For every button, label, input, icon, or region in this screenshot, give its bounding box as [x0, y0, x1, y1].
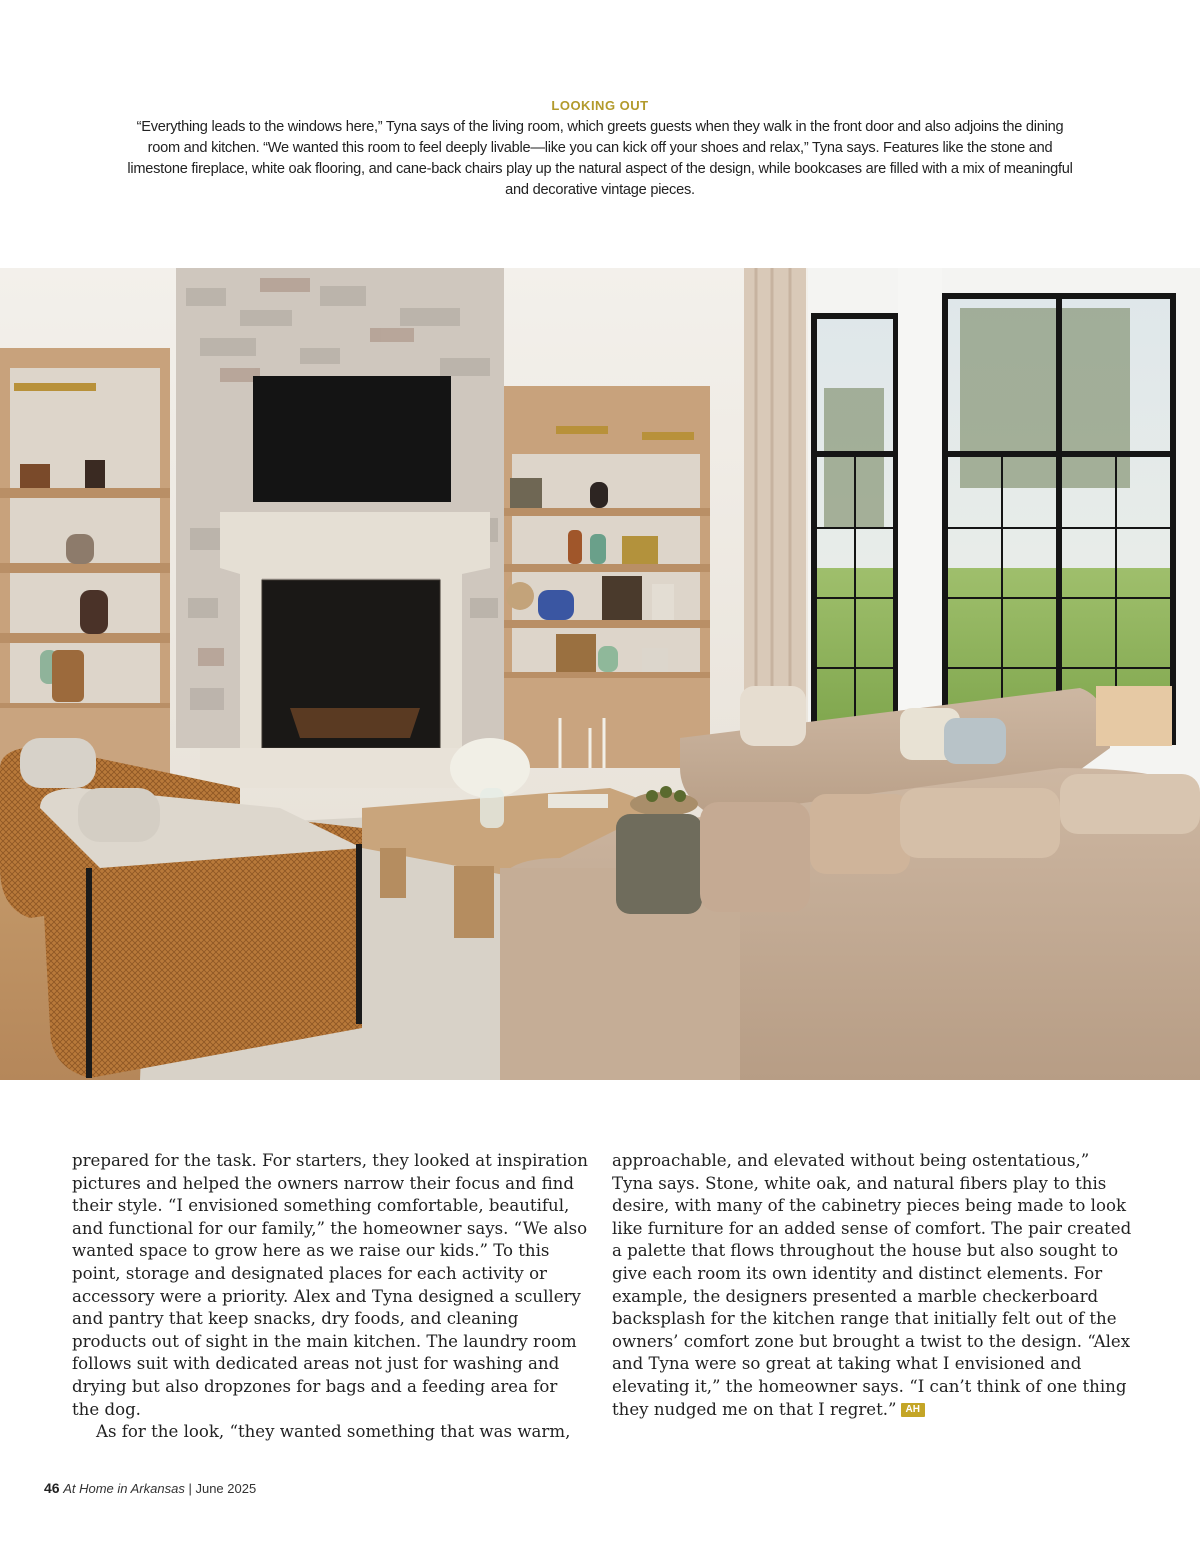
body-paragraph: [612, 1150, 1132, 1421]
page-number: 46: [44, 1480, 60, 1496]
magazine-name: At Home in Arkansas: [63, 1481, 185, 1496]
photo-caption: [120, 98, 1080, 201]
body-column-right: [612, 1150, 1132, 1421]
footer-separator: |: [188, 1481, 192, 1496]
living-room-photo: [0, 268, 1200, 1080]
end-mark-logo: AH: [901, 1403, 925, 1417]
body-paragraph: As for the look, “they wanted something that was warm,: [96, 1422, 571, 1442]
body-paragraph-text: approachable, and elevated without being ostentatious,” Tyna says. Stone, white oak, and natural fibers play to this desire, with many of the cabinetry pieces being made to look like furniture for an added sense of comfort. The pair created a palette that flows throughout the house but also sought to give each room its own identity and distinct elements. For example, the designers presented a marble checkerboard backsplash for the kitchen range that initially felt out of the owners’ comfort zone but brought a twist to the design. “Alex and Tyna were so great at taking what I envisioned and elevating it,” the homeowner says. “I can’t think of one thing they nudged me on that I regret.”: [612, 1151, 1132, 1419]
issue-date: June 2025: [195, 1481, 257, 1496]
body-paragraph: prepared for the task. For starters, they looked at inspiration pictures and helped the owners narrow their focus and find their style. “I envisioned something comfortable, beautiful, and functional for our family,” the homeowner says. “We also wanted space to grow here as we raise our kids.” To this point, storage and designated places for each activity or accessory were a priority. Alex and Tyna designed a scullery and pantry that keep snacks, dry foods, and cleaning products out of sight in the main kitchen. The laundry room follows suit with dedicated areas not just for washing and drying but also dropzones for bags and a feeding area for the dog.: [72, 1151, 588, 1419]
caption-heading: LOOKING OUT: [551, 98, 649, 113]
body-column-left: [72, 1150, 588, 1444]
page-footer: [44, 1480, 256, 1496]
caption-text: “Everything leads to the windows here,” Tyna says of the living room, which greets guests when they walk in the front door and also adjoins the dining room and kitchen. “We wanted this room to feel deeply livable—like you can kick off your shoes and relax,” Tyna says. Features like the stone and limestone fireplace, white oak flooring, and cane-back chairs play up the natural aspect of the design, while bookcases are filled with a mix of meaningful and decorative vintage pieces.: [127, 119, 1073, 198]
